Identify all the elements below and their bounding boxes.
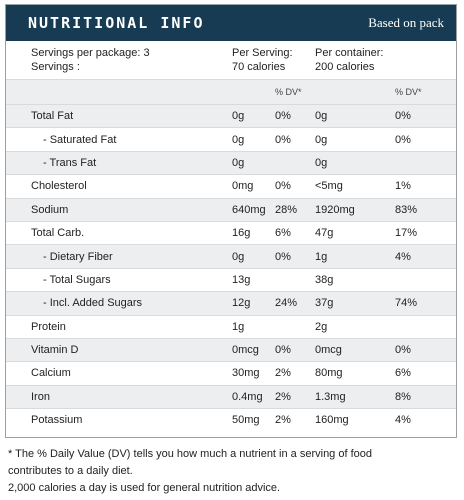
nutrient-name: Potassium bbox=[31, 414, 83, 427]
serving-dv: 28% bbox=[275, 203, 298, 216]
container-amount: 80mg bbox=[315, 367, 343, 380]
serving-dv: 0% bbox=[275, 250, 291, 263]
container-amount: 1.3mg bbox=[315, 390, 346, 403]
table-row bbox=[6, 174, 456, 197]
per-container-label: Per container: bbox=[315, 47, 384, 59]
servings-cell bbox=[6, 46, 203, 74]
serving-amount: 0g bbox=[232, 133, 245, 146]
nutrient-name: Sodium bbox=[31, 203, 69, 216]
table-row bbox=[6, 151, 456, 174]
serving-dv: 0% bbox=[275, 180, 291, 193]
serving-amount: 12g bbox=[232, 297, 251, 310]
serving-dv: 0% bbox=[275, 344, 291, 357]
container-amount: 0g bbox=[315, 133, 328, 146]
container-amount: 160mg bbox=[315, 414, 349, 427]
table-row bbox=[6, 198, 456, 221]
servings-sub: Servings : bbox=[31, 61, 80, 73]
footnote-line-3: 2,000 calories a day is used for general nutrition advice. bbox=[8, 482, 281, 494]
panel-subtitle: Based on pack bbox=[368, 15, 444, 30]
serving-amount: 13g bbox=[232, 273, 251, 286]
table-row bbox=[6, 291, 456, 314]
dv-header-serving: % DV* bbox=[275, 87, 302, 97]
container-amount: 0mcg bbox=[315, 344, 342, 357]
container-dv: 4% bbox=[395, 250, 411, 263]
table-row bbox=[6, 221, 456, 244]
table-row bbox=[6, 315, 456, 338]
container-amount: 1g bbox=[315, 250, 328, 263]
table-row bbox=[6, 127, 456, 150]
container-dv: 8% bbox=[395, 390, 411, 403]
container-amount: 2g bbox=[315, 320, 328, 333]
serving-amount: 50mg bbox=[232, 414, 260, 427]
per-container-calories: 200 calories bbox=[315, 61, 375, 73]
dv-header-row bbox=[6, 79, 456, 104]
nutrient-name: - Dietary Fiber bbox=[43, 250, 113, 263]
nutrient-name: Total Fat bbox=[31, 110, 74, 123]
serving-dv: 0% bbox=[275, 133, 291, 146]
nutrient-name: Cholesterol bbox=[31, 180, 87, 193]
container-dv: 17% bbox=[395, 227, 418, 240]
container-dv: 0% bbox=[395, 344, 411, 357]
per-serving-label: Per Serving: bbox=[232, 47, 293, 59]
nutrient-table bbox=[6, 104, 456, 431]
nutrient-name: Calcium bbox=[31, 367, 71, 380]
container-dv: 83% bbox=[395, 203, 418, 216]
container-dv: 6% bbox=[395, 367, 411, 380]
serving-dv: 2% bbox=[275, 414, 291, 427]
serving-amount: 16g bbox=[232, 227, 251, 240]
container-amount: <5mg bbox=[315, 180, 343, 193]
serving-amount: 0g bbox=[232, 156, 245, 169]
container-amount: 1920mg bbox=[315, 203, 355, 216]
footnote-line-1: * The % Daily Value (DV) tells you how much a nutrient in a serving of food bbox=[8, 448, 372, 460]
nutrient-name: Iron bbox=[31, 390, 50, 403]
dv-header-container: % DV* bbox=[395, 87, 422, 97]
serving-amount: 0g bbox=[232, 110, 245, 123]
table-row bbox=[6, 338, 456, 361]
container-dv: 0% bbox=[395, 133, 411, 146]
container-amount: 38g bbox=[315, 273, 334, 286]
serving-amount: 0.4mg bbox=[232, 390, 263, 403]
container-amount: 0g bbox=[315, 156, 328, 169]
nutrient-name: - Total Sugars bbox=[43, 273, 111, 286]
table-row bbox=[6, 268, 456, 291]
container-amount: 47g bbox=[315, 227, 334, 240]
serving-amount: 1g bbox=[232, 320, 245, 333]
footnote-line-2: contributes to a daily diet. bbox=[8, 465, 133, 477]
servings-label: Servings per package: 3 bbox=[31, 47, 150, 59]
per-container-header bbox=[315, 46, 456, 74]
nutrient-name: - Saturated Fat bbox=[43, 133, 117, 146]
table-row bbox=[6, 104, 456, 127]
per-serving-calories: 70 calories bbox=[232, 61, 286, 73]
panel-header bbox=[6, 5, 456, 41]
nutrient-name: - Incl. Added Sugars bbox=[43, 297, 143, 310]
nutrient-name: Vitamin D bbox=[31, 344, 79, 357]
serving-dv: 2% bbox=[275, 390, 291, 403]
table-row bbox=[6, 361, 456, 384]
serving-dv: 2% bbox=[275, 367, 291, 380]
panel-title: NUTRITIONAL INFO bbox=[28, 14, 205, 32]
table-row bbox=[6, 385, 456, 408]
nutrient-name: Protein bbox=[31, 320, 66, 333]
container-dv: 1% bbox=[395, 180, 411, 193]
serving-dv: 24% bbox=[275, 297, 298, 310]
nutrient-name: Total Carb. bbox=[31, 227, 85, 240]
container-dv: 4% bbox=[395, 414, 411, 427]
table-row bbox=[6, 244, 456, 267]
footnote bbox=[8, 446, 458, 497]
serving-amount: 0g bbox=[232, 250, 245, 263]
container-amount: 37g bbox=[315, 297, 334, 310]
container-dv: 0% bbox=[395, 110, 411, 123]
serving-amount: 0mcg bbox=[232, 344, 259, 357]
per-serving-header bbox=[203, 46, 315, 74]
serving-dv: 0% bbox=[275, 110, 291, 123]
serving-amount: 0mg bbox=[232, 180, 254, 193]
container-amount: 0g bbox=[315, 110, 328, 123]
serving-dv: 6% bbox=[275, 227, 291, 240]
nutrition-panel bbox=[5, 4, 457, 438]
container-dv: 74% bbox=[395, 297, 418, 310]
column-header-row bbox=[6, 41, 456, 79]
serving-amount: 640mg bbox=[232, 203, 266, 216]
nutrient-name: - Trans Fat bbox=[43, 156, 97, 169]
table-row bbox=[6, 408, 456, 431]
serving-amount: 30mg bbox=[232, 367, 260, 380]
